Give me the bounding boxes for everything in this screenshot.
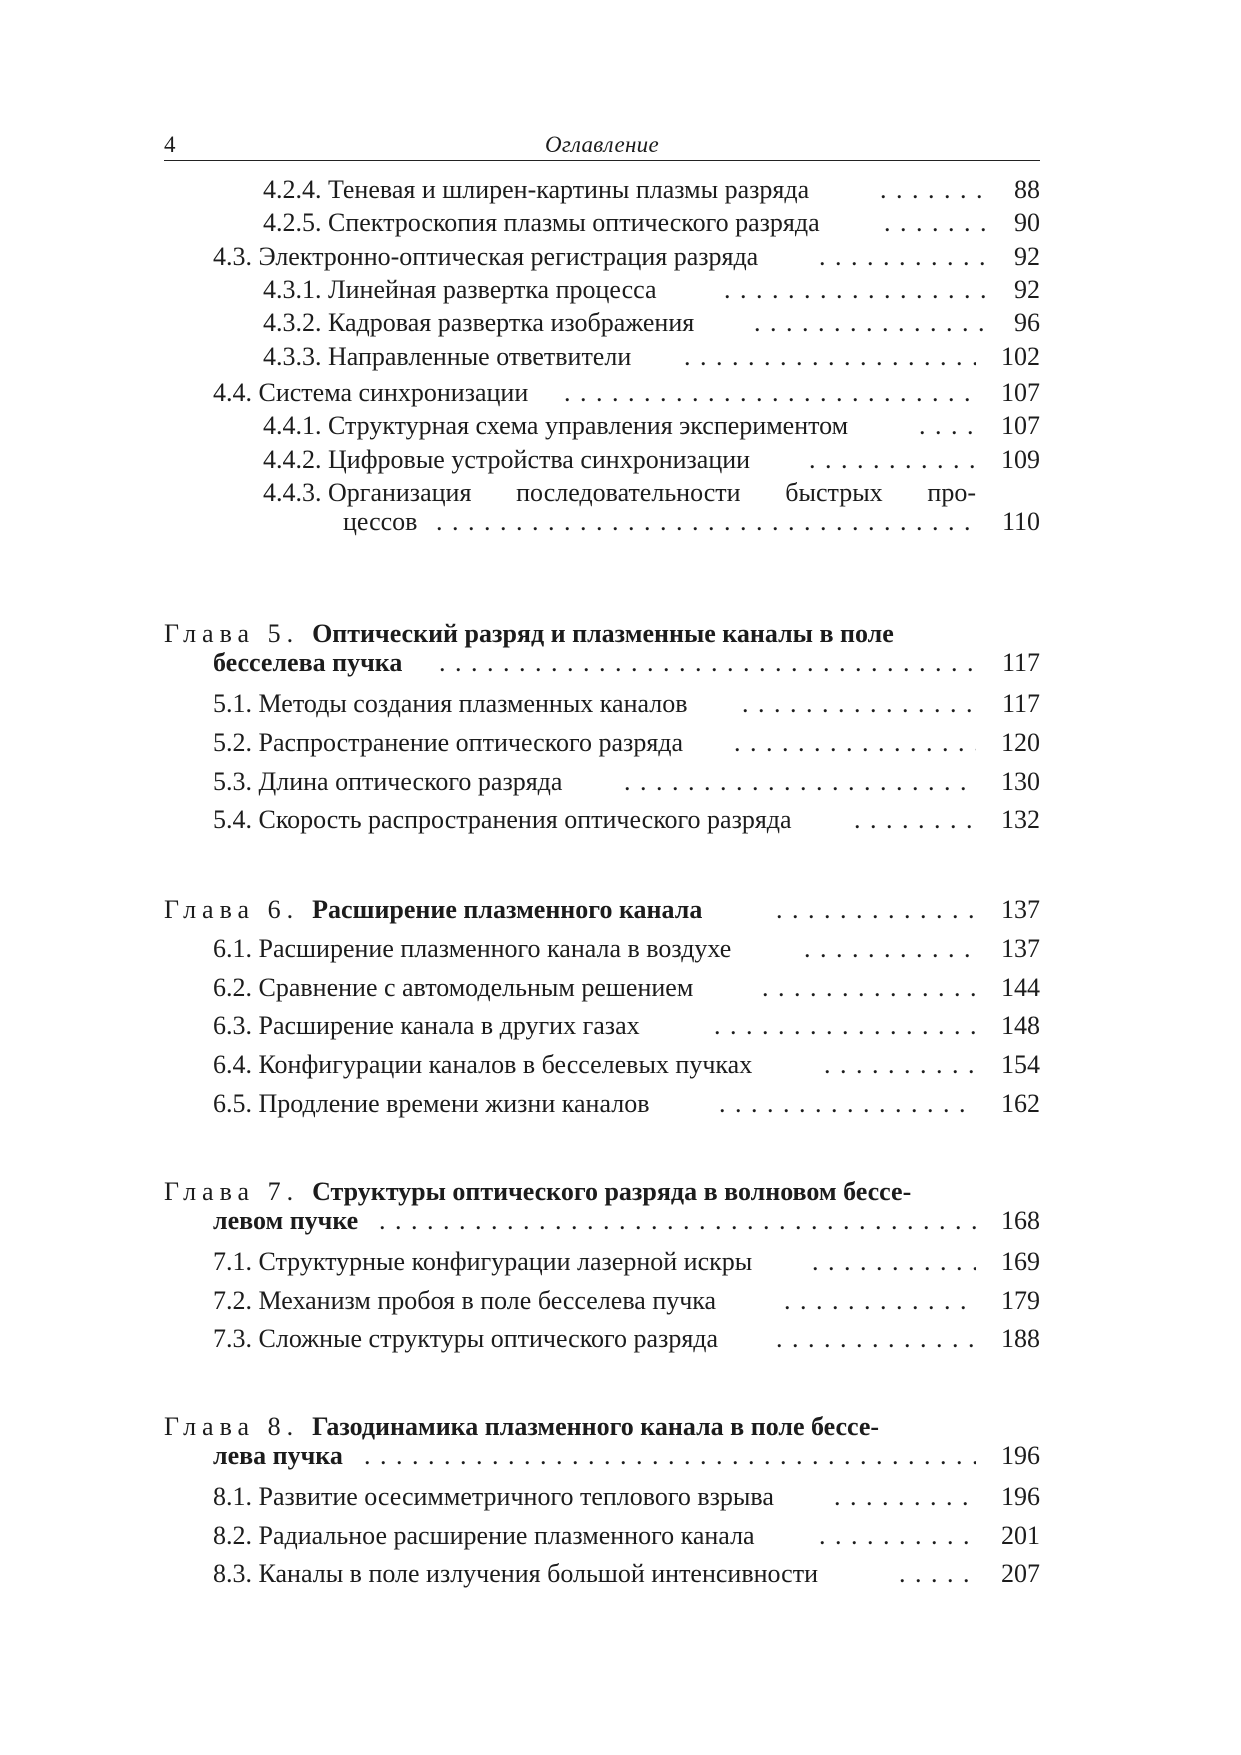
leader-dots [724, 273, 986, 307]
leader-dots [684, 340, 976, 374]
toc-entry[interactable]: 4.3.1. Линейная развертка процесса . . . 92 [164, 273, 1040, 307]
leader-dots [812, 1245, 976, 1279]
leader-dots [436, 505, 976, 539]
page-number: 4 [164, 132, 176, 157]
chapter-8-heading[interactable]: Глава 8. Газодинамика плазменного канала в поле бессе- [164, 1412, 880, 1441]
toc-entry[interactable]: 6.4. Конфигурации каналов в бесселевых пучках . . . 154 [164, 1048, 1040, 1082]
leader-dots [624, 765, 976, 799]
toc-entry[interactable]: 8.3. Каналы в поле излучения большой интенсивности . . . 207 [164, 1557, 1040, 1591]
leader-dots [884, 206, 986, 240]
leader-dots [742, 687, 976, 721]
leader-dots [719, 1087, 976, 1121]
toc-entry[interactable]: 6.5. Продление времени жизни каналов . . . 162 [164, 1087, 1040, 1121]
toc-entry[interactable]: 4.4.2. Цифровые устройства синхронизации . . . 109 [164, 443, 1040, 477]
leader-dots [734, 726, 976, 760]
leader-dots [762, 971, 976, 1005]
chapter-5-heading[interactable]: Глава 5. Оптический разряд и плазменные каналы в поле [164, 619, 894, 648]
leader-dots [899, 1557, 976, 1591]
toc-entry[interactable]: 4.3.3. Направленные ответвители . . . 102 [164, 340, 1040, 374]
leader-dots [854, 803, 976, 837]
toc-entry[interactable]: 4.4.1. Структурная схема управления экспериментом . . . 107 [164, 409, 1040, 443]
toc-entry[interactable]: 7.3. Сложные структуры оптического разряда . . . 188 [164, 1322, 1040, 1356]
leader-dots [776, 1322, 976, 1356]
leader-dots [834, 1480, 976, 1514]
toc-entry[interactable]: 4.3.2. Кадровая развертка изображения . . . 96 [164, 306, 1040, 340]
toc-entry[interactable]: 5.1. Методы создания плазменных каналов . . . 117 [164, 687, 1040, 721]
chapter-7-heading-cont[interactable]: левом пучке . . . 168 [164, 1204, 1040, 1238]
chapter-8-heading-cont[interactable]: лева пучка . . . 196 [164, 1439, 1040, 1473]
toc-entry[interactable]: 4.2.5. Спектроскопия плазмы оптического разряда . . . 90 [164, 206, 1040, 240]
toc-entry[interactable]: 8.1. Развитие осесимметричного теплового взрыва . . . 196 [164, 1480, 1040, 1514]
chapter-6-heading[interactable]: Глава 6. Расширение плазменного канала . . . 137 [164, 893, 1040, 927]
toc-entry[interactable]: 6.2. Сравнение с автомодельным решением . . . 144 [164, 971, 1040, 1005]
toc-entry[interactable]: 4.2.4. Теневая и шлирен-картины плазмы разряда . . . 88 [164, 173, 1040, 207]
toc-entry[interactable]: 5.4. Скорость распространения оптического разряда . . . 132 [164, 803, 1040, 837]
leader-dots [804, 932, 976, 966]
chapter-5-heading-cont[interactable]: бесселева пучка . . . 117 [164, 646, 1040, 680]
leader-dots [379, 1204, 976, 1238]
chapter-7-heading[interactable]: Глава 7. Структуры оптического разряда в волновом бессе- [164, 1177, 912, 1206]
leader-dots [824, 1048, 976, 1082]
leader-dots [776, 893, 976, 927]
leader-dots [564, 376, 976, 410]
leader-dots [439, 646, 976, 680]
toc-entry[interactable]: 5.3. Длина оптического разряда . . . 130 [164, 765, 1040, 799]
leader-dots [714, 1009, 976, 1043]
toc-entry[interactable]: 6.3. Расширение канала в других газах . . . 148 [164, 1009, 1040, 1043]
toc-entry[interactable]: 8.2. Радиальное расширение плазменного канала . . . 201 [164, 1519, 1040, 1553]
toc-entry[interactable]: 7.1. Структурные конфигурации лазерной искры . . . 169 [164, 1245, 1040, 1279]
leader-dots [784, 1284, 976, 1318]
toc-entry[interactable]: 7.2. Механизм пробоя в поле бесселева пучка . . . 179 [164, 1284, 1040, 1318]
leader-dots [819, 1519, 976, 1553]
leader-dots [364, 1439, 976, 1473]
running-header [164, 128, 1040, 161]
leader-dots [754, 306, 986, 340]
toc-entry[interactable]: 4.3. Электронно-оптическая регистрация разряда . . . 92 [164, 240, 1040, 274]
toc-entry-continuation[interactable]: цессов . . . 110 [164, 505, 1040, 539]
leader-dots [880, 173, 986, 207]
toc-entry-multiline[interactable]: 4.4.3. Организация последовательности быстрых про- [263, 478, 976, 507]
running-title: Оглавление [544, 132, 659, 157]
toc-entry[interactable]: 5.2. Распространение оптического разряда . . . 120 [164, 726, 1040, 760]
toc-entry[interactable]: 6.1. Расширение плазменного канала в воздухе . . . 137 [164, 932, 1040, 966]
leader-dots [919, 409, 976, 443]
leader-dots [819, 240, 986, 274]
leader-dots [809, 443, 976, 477]
toc-entry[interactable]: 4.4. Система синхронизации . . . 107 [164, 376, 1040, 410]
